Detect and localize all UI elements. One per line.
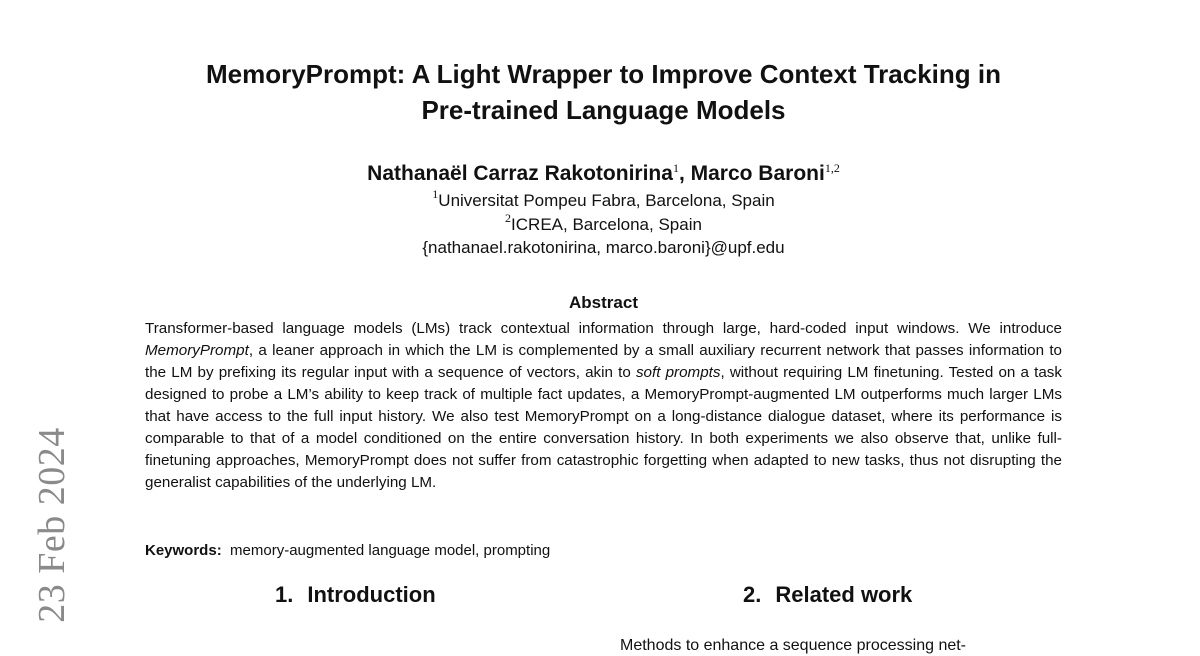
arxiv-date-stamp (28, 420, 76, 630)
title-line-1: MemoryPrompt: A Light Wrapper to Improve Context Tracking in (205, 59, 1001, 89)
affiliation-mark: 1 (432, 187, 439, 201)
author-affiliation-mark: 1 (672, 161, 679, 175)
arxiv-date-text: 23 Feb 2024 (31, 427, 73, 623)
section-heading-introduction (275, 581, 436, 609)
abstract-body (145, 318, 1062, 494)
abstract-emphasis: soft prompts (635, 364, 721, 381)
author-affiliation-mark: 1,2 (824, 161, 840, 175)
paper-title (145, 56, 1062, 128)
author-name: Nathanaël Carraz Rakotonirina (367, 162, 673, 185)
title-line-2: Pre-trained Language Models (421, 95, 786, 125)
keywords-label: Keywords: (145, 542, 222, 559)
affiliation-text: ICREA, Barcelona, Spain (511, 214, 702, 234)
section-title: Related work (775, 582, 913, 607)
section-number: 2. (743, 582, 762, 607)
abstract-emphasis: MemoryPrompt (145, 342, 249, 359)
section-number: 1. (275, 582, 294, 607)
abstract-text: Transformer-based language models (LMs) track contextual information through large, hard-coded input windows. We introduce (145, 320, 1062, 337)
affiliation-line (145, 210, 1062, 237)
affiliation-mark: 2 (505, 210, 512, 225)
affiliation-text: Universitat Pompeu Fabra, Barcelona, Spain (438, 191, 775, 210)
abstract-text: , a leaner approach in which the LM is complemented by a small auxiliary recurrent network that passes information to the LM by prefixing its regular input with a sequence of vectors, akin to (145, 342, 1062, 381)
author-list: Nathanaël Carraz Rakotonirina$^1$, Marco Baroni$^{1,2}$ (367, 161, 840, 185)
abstract-heading: Abstract (569, 293, 638, 312)
keywords-text: memory-augmented language model, prompting (230, 542, 551, 559)
affiliation-line (145, 189, 1062, 213)
section-heading-related-work (743, 581, 912, 609)
author-name: Marco Baroni (690, 162, 825, 185)
keywords (145, 540, 1062, 562)
related-work-first-line: Methods to enhance a sequence processing net- (620, 637, 967, 654)
abstract-text: , without requiring LM finetuning. Tested on a task designed to probe a LM’s ability to keep track of multiple fact updates, a MemoryPrompt-augmented LM outperforms much larger LMs that have access to the full input history. We also test MemoryPrompt on a long-distance dialogue dataset, where its performance is comparable to that of a model conditioned on the entire conversation history. In both experiments we also observe that, unlike full-finetuning approaches, MemoryPrompt does not suffer from catastrophic forgetting when adapted to new tasks, thus not disrupting the generalist capabilities of the underlying LM. (145, 364, 1062, 491)
abstract-paragraph (145, 318, 1062, 494)
affiliations (145, 189, 1062, 260)
author-emails: {nathanael.rakotonirina, marco.baroni}@upf.edu (422, 238, 785, 257)
section-title: Introduction (307, 582, 436, 607)
